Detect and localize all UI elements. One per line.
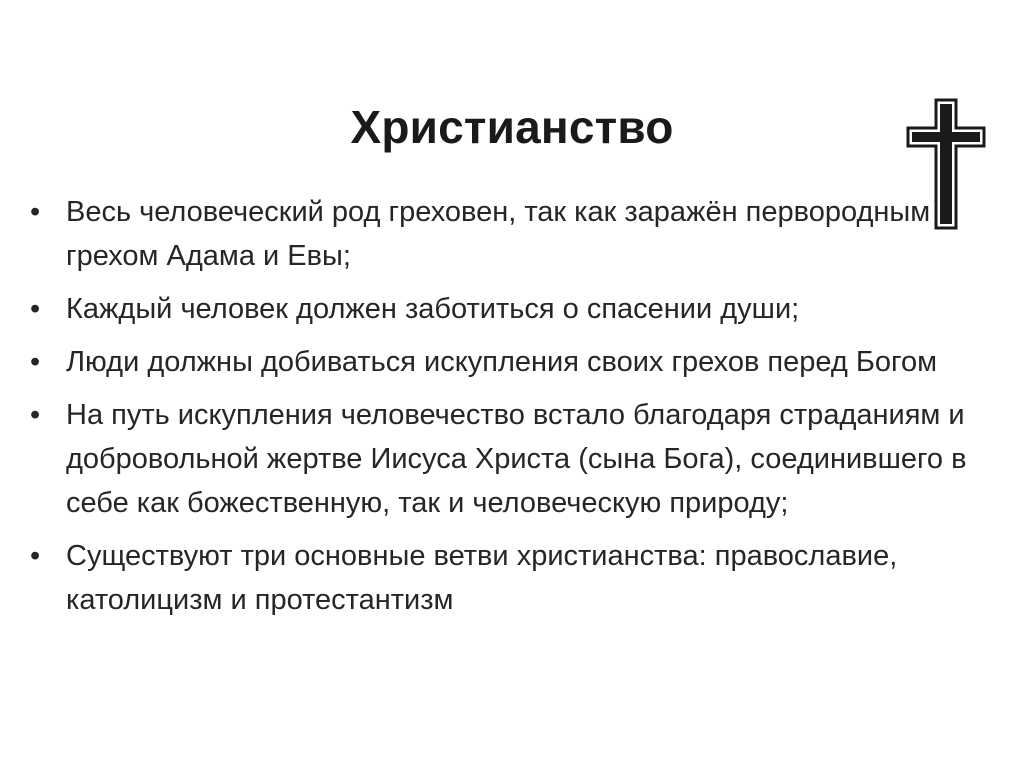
list-item <box>30 393 990 525</box>
list-item <box>30 534 990 622</box>
bullet-marker: • <box>30 399 41 431</box>
list-item <box>30 340 990 384</box>
slide-title: Христианство <box>350 101 674 153</box>
bullet-text: На путь искупления человечество встало благодаря страданиям и добровольной жертве Иисуса Христа (сына Бога), соединившего в себе как божественную, так и человеческую природу; <box>66 399 967 519</box>
bullet-list <box>30 190 990 631</box>
bullet-marker: • <box>30 293 41 325</box>
list-item <box>30 287 990 331</box>
bullet-text: Люди должны добиваться искупления своих грехов перед Богом <box>66 346 938 378</box>
bullet-text: Весь человеческий род греховен, так как заражён первородным грехом Адама и Евы; <box>66 196 931 272</box>
bullet-marker: • <box>30 540 41 572</box>
bullet-text: Каждый человек должен заботиться о спасении души; <box>66 293 800 325</box>
bullet-text: Существуют три основные ветви христианства: православие, католицизм и протестантизм <box>66 540 898 616</box>
list-item <box>30 190 990 278</box>
bullet-marker: • <box>30 346 41 378</box>
bullet-marker: • <box>30 196 41 228</box>
